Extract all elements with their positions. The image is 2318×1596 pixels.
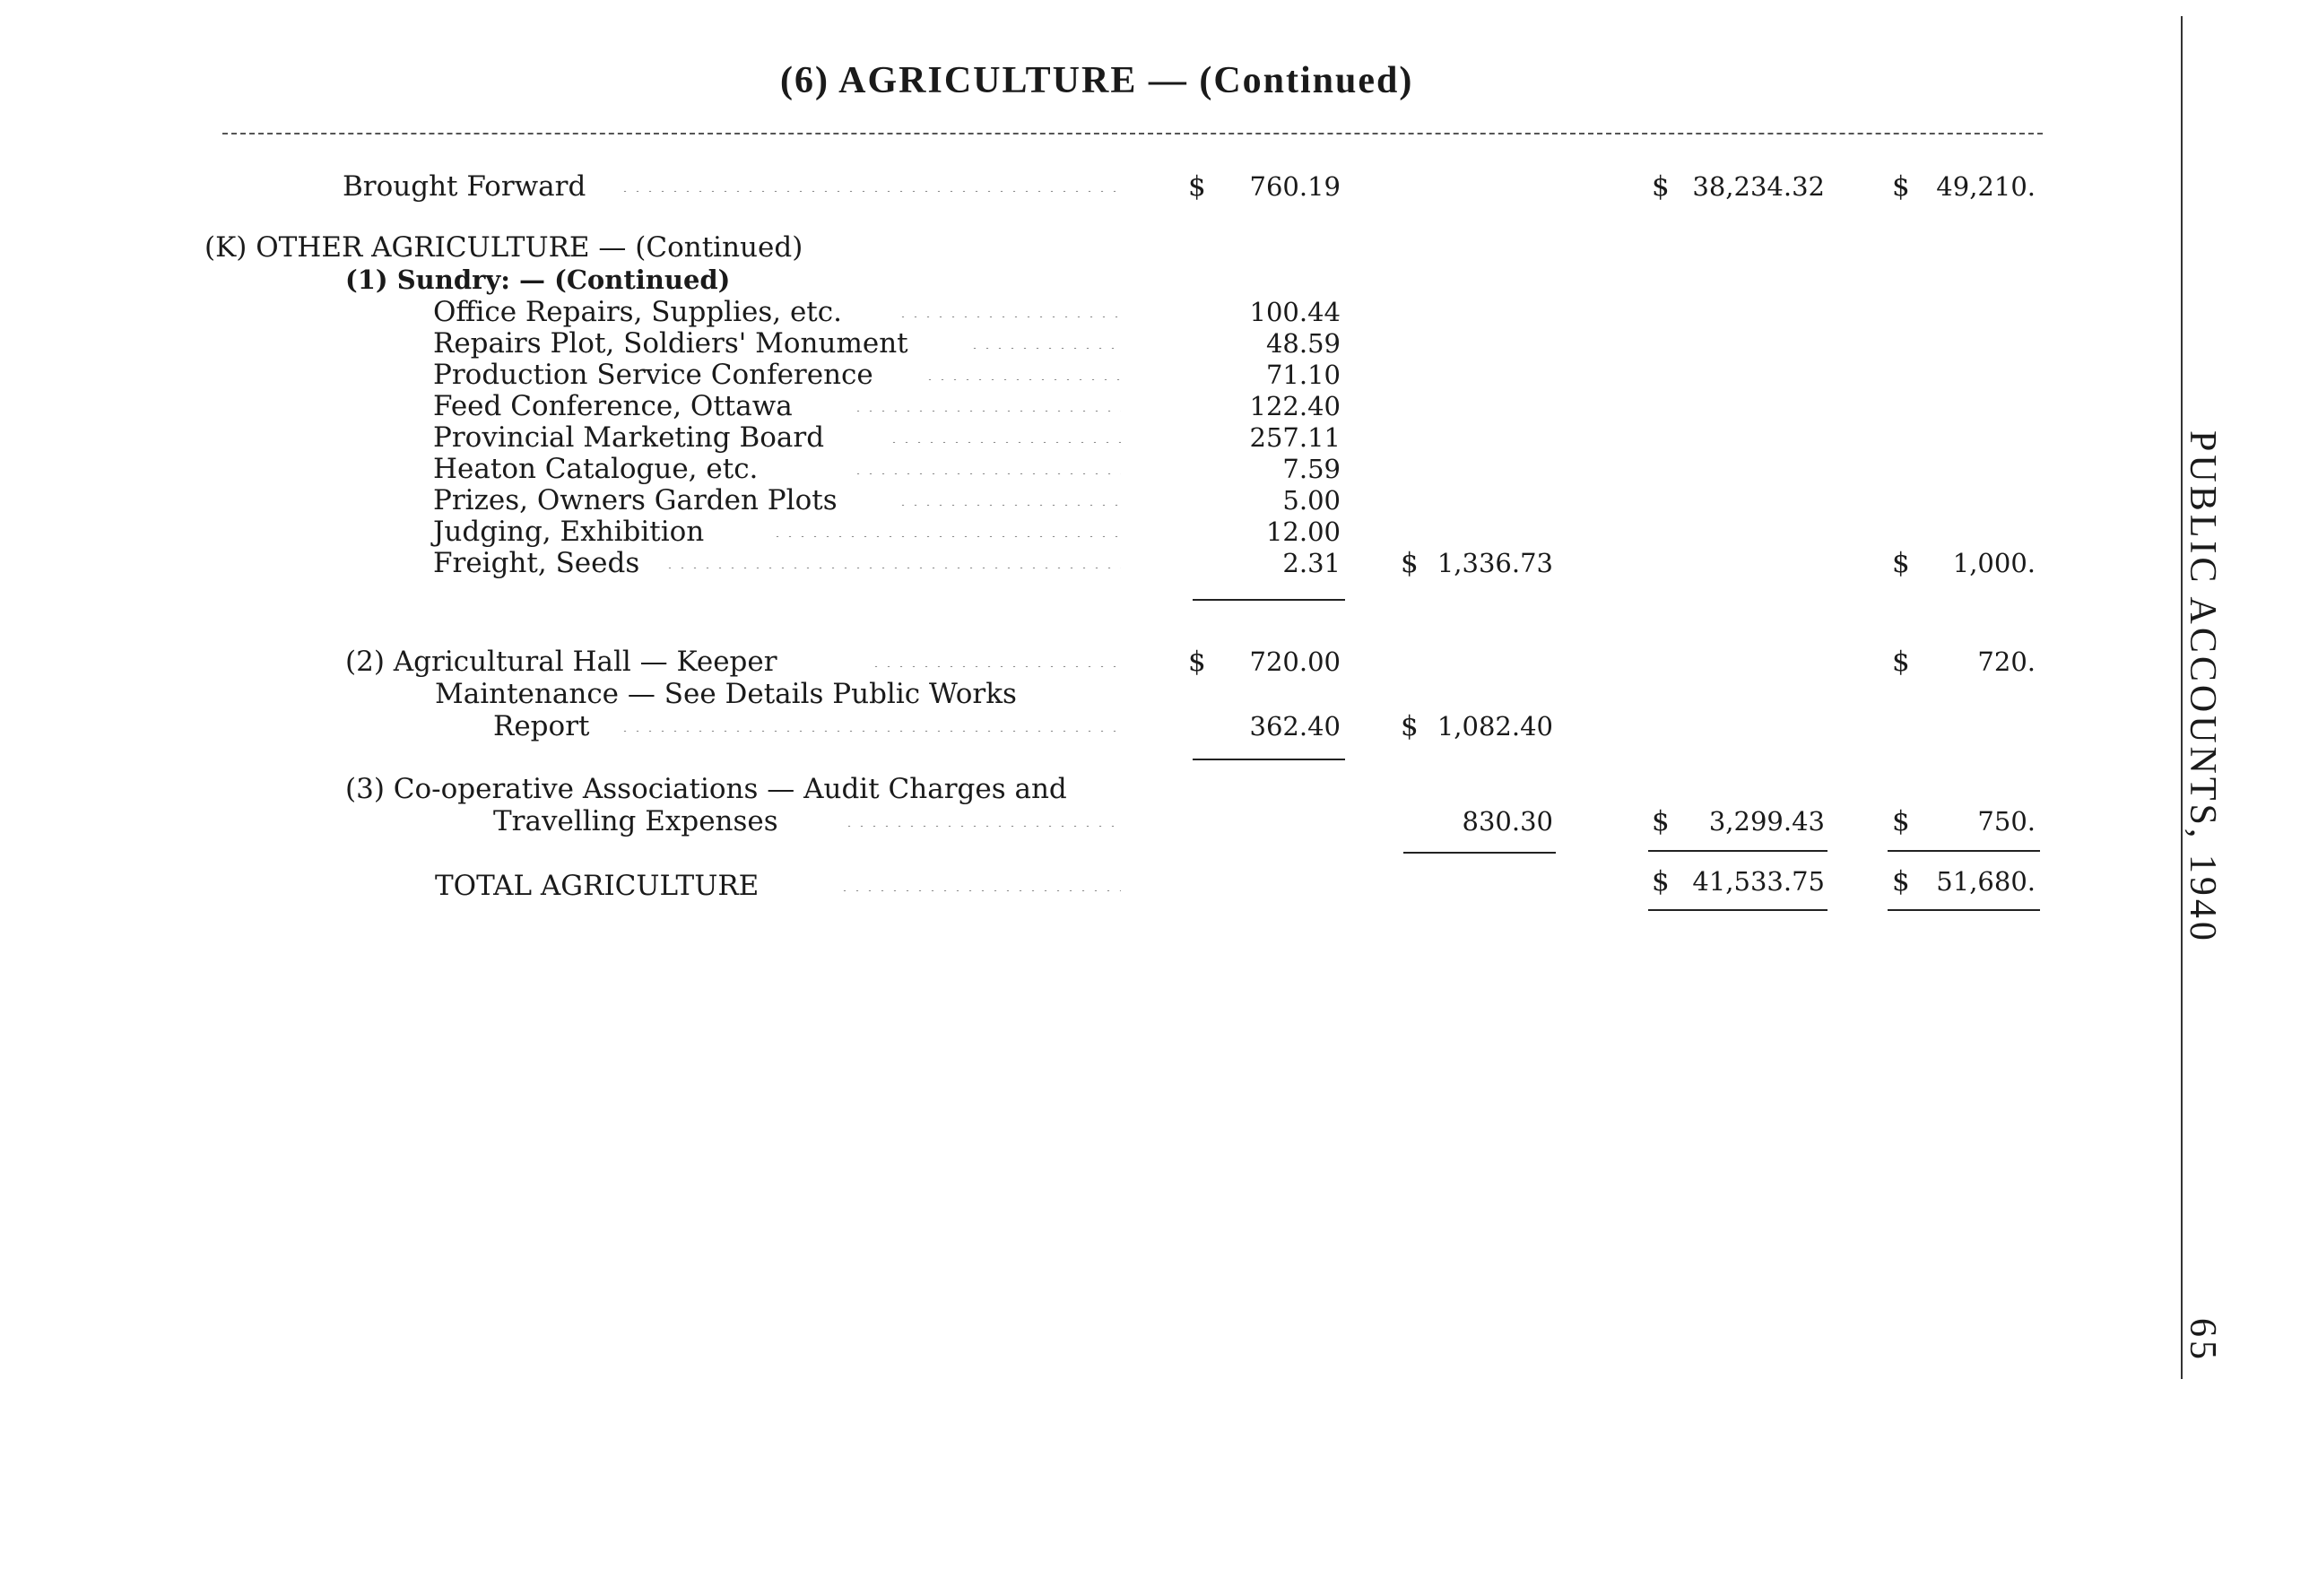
coop-amount: 830.30 [1462, 806, 1553, 837]
dollar-sign: $ [1188, 170, 1206, 203]
item-amount: 122.40 [1249, 391, 1341, 421]
list-item: Provincial Marketing Board [433, 421, 825, 454]
total-rule [1888, 909, 2040, 911]
maintenance-amount: 362.40 [1249, 711, 1341, 742]
leader-dots [852, 473, 1121, 474]
sundry-estimate: 1,000. [1952, 548, 2036, 578]
item-amount: 7.59 [1282, 454, 1341, 484]
list-item: Feed Conference, Ottawa [433, 390, 793, 422]
leader-dots [771, 535, 1121, 537]
leader-dots [619, 190, 1121, 192]
dollar-sign: $ [1652, 170, 1670, 203]
total-label: TOTAL AGRICULTURE [435, 870, 760, 902]
dollar-sign: $ [1652, 865, 1670, 898]
hall-estimate: 720. [1977, 646, 2036, 677]
subtotal-rule [1648, 850, 1827, 852]
leader-dots [838, 889, 1121, 891]
dollar-sign: $ [1401, 710, 1419, 742]
item-amount: 257.11 [1249, 422, 1341, 453]
sundry-subheading: (1) Sundry: — (Continued) [345, 265, 731, 295]
hall-keeper-amount: 720.00 [1249, 646, 1341, 677]
leader-dots [619, 730, 1121, 732]
leader-dots [897, 504, 1121, 506]
coop-col-d: 750. [1977, 806, 2036, 837]
coop-col-c: 3,299.43 [1708, 806, 1825, 837]
coop-label: (3) Co-operative Associations — Audit Charges and [345, 773, 1067, 805]
leader-dots [897, 316, 1121, 317]
dollar-sign: $ [1892, 805, 1910, 837]
maintenance-label: Maintenance — See Details Public Works [435, 678, 1017, 710]
item-amount: 71.10 [1265, 360, 1341, 390]
leader-dots [870, 665, 1121, 667]
total-col-d: 51,680. [1936, 866, 2036, 897]
list-item: Office Repairs, Supplies, etc. [433, 296, 842, 328]
subtotal-rule [1403, 852, 1556, 854]
subtotal-rule [1888, 850, 2040, 852]
coop-label-cont: Travelling Expenses [493, 805, 778, 837]
brought-forward-col-d: 49,210. [1936, 171, 2036, 202]
section-k-heading: (K) OTHER AGRICULTURE — (Continued) [204, 231, 803, 264]
item-amount: 12.00 [1265, 516, 1341, 547]
leader-dots [968, 347, 1121, 349]
maintenance-label-cont: Report [493, 710, 590, 742]
total-col-c: 41,533.75 [1692, 866, 1825, 897]
header-rule [222, 133, 2043, 134]
hall-total: 1,082.40 [1437, 711, 1553, 742]
list-item: Repairs Plot, Soldiers' Monument [433, 327, 908, 360]
dollar-sign: $ [1892, 547, 1910, 579]
subtotal-rule [1193, 599, 1345, 601]
running-title: PUBLIC ACCOUNTS, 1940 [2182, 430, 2223, 944]
dollar-sign: $ [1401, 547, 1419, 579]
total-rule [1648, 909, 1827, 911]
item-amount: 5.00 [1282, 485, 1341, 516]
item-amount: 48.59 [1265, 328, 1341, 359]
dollar-sign: $ [1892, 865, 1910, 898]
leader-dots [664, 567, 1121, 568]
dollar-sign: $ [1652, 805, 1670, 837]
dollar-sign: $ [1892, 170, 1910, 203]
leader-dots [852, 410, 1121, 412]
page-heading: (6) AGRICULTURE — (Continued) [780, 60, 1414, 101]
list-item: Judging, Exhibition [433, 516, 705, 548]
leader-dots [924, 378, 1121, 380]
dollar-sign: $ [1892, 646, 1910, 678]
list-item: Freight, Seeds [433, 547, 640, 579]
brought-forward-col-a: 760.19 [1249, 171, 1341, 202]
list-item: Heaton Catalogue, etc. [433, 453, 759, 485]
sundry-total: 1,336.73 [1437, 548, 1553, 578]
item-amount: 2.31 [1282, 548, 1341, 578]
dollar-sign: $ [1188, 646, 1206, 678]
subtotal-rule [1193, 759, 1345, 760]
hall-keeper-label: (2) Agricultural Hall — Keeper [345, 646, 777, 678]
list-item: Production Service Conference [433, 359, 873, 391]
list-item: Prizes, Owners Garden Plots [433, 484, 838, 516]
leader-dots [843, 825, 1121, 827]
page-number: 65 [2182, 1318, 2223, 1363]
leader-dots [888, 441, 1121, 443]
brought-forward-col-c: 38,234.32 [1692, 171, 1825, 202]
brought-forward-label: Brought Forward [343, 170, 586, 203]
item-amount: 100.44 [1249, 297, 1341, 327]
